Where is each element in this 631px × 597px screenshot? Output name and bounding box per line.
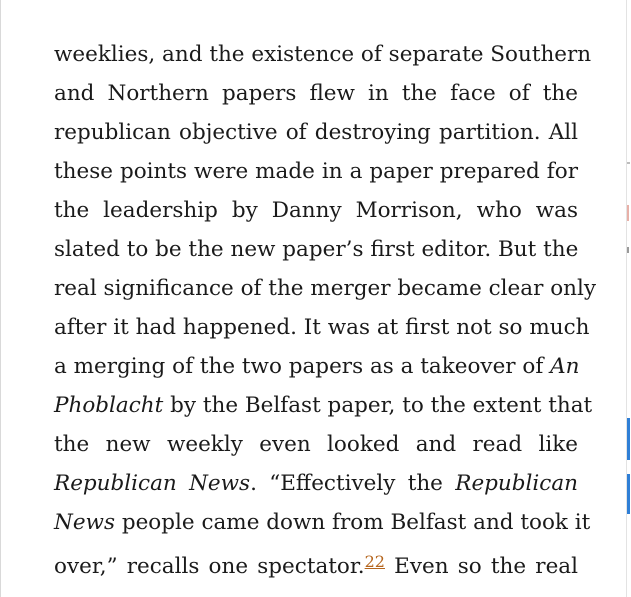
edge-marker: [627, 205, 629, 221]
text-run: weeklies, and the existence of separate Southern: [54, 42, 592, 67]
text-line: [54, 35, 592, 74]
text-line: [54, 425, 578, 464]
italic-title: Phoblacht: [54, 393, 164, 418]
text-run: over,” recalls one spectator.: [54, 554, 365, 579]
italic-title: Republican: [455, 471, 578, 496]
body-text: [54, 35, 597, 581]
text-line: [54, 464, 578, 503]
italic-title: Republican News: [54, 471, 251, 496]
text-run: and Northern papers flew in the face of the: [54, 81, 578, 106]
text-line: [54, 191, 578, 230]
text-run: these points were made in a paper prepared for: [54, 159, 578, 184]
text-line: [54, 230, 578, 269]
text-run: republican objective of destroying partition. All: [54, 120, 578, 145]
text-line: [54, 113, 578, 152]
scroll-indicator[interactable]: [627, 418, 630, 460]
italic-title: An: [550, 354, 580, 379]
text-run: real significance of the merger became clear only: [54, 276, 597, 301]
scroll-indicator[interactable]: [627, 474, 630, 514]
italic-title: News: [54, 510, 115, 535]
text-line: [54, 152, 578, 191]
footnote-link[interactable]: 22: [364, 552, 385, 571]
text-run: . “Effectively the: [250, 471, 456, 496]
text-line: [54, 542, 578, 581]
edge-marker: [627, 162, 630, 164]
text-run: after it had happened. It was at first not so much: [54, 315, 590, 340]
text-run: people came down from Belfast and took it: [114, 510, 591, 535]
edge-marker: [627, 247, 629, 253]
text-run: slated to be the new paper’s first editor. But the: [54, 237, 579, 262]
text-line: [54, 308, 590, 347]
page-left-border: [0, 0, 1, 597]
text-line: [54, 74, 578, 113]
text-run: the new weekly even looked and read like: [54, 432, 578, 457]
text-run: the leadership by Danny Morrison, who was: [54, 198, 578, 223]
text-line: [54, 386, 593, 425]
text-line: [54, 269, 597, 308]
text-run: by the Belfast paper, to the extent that: [163, 393, 593, 418]
text-line: [54, 503, 591, 542]
text-run: a merging of the two papers as a takeover of: [54, 354, 551, 379]
text-line: [54, 347, 578, 386]
text-run: Even so the real: [384, 554, 579, 579]
